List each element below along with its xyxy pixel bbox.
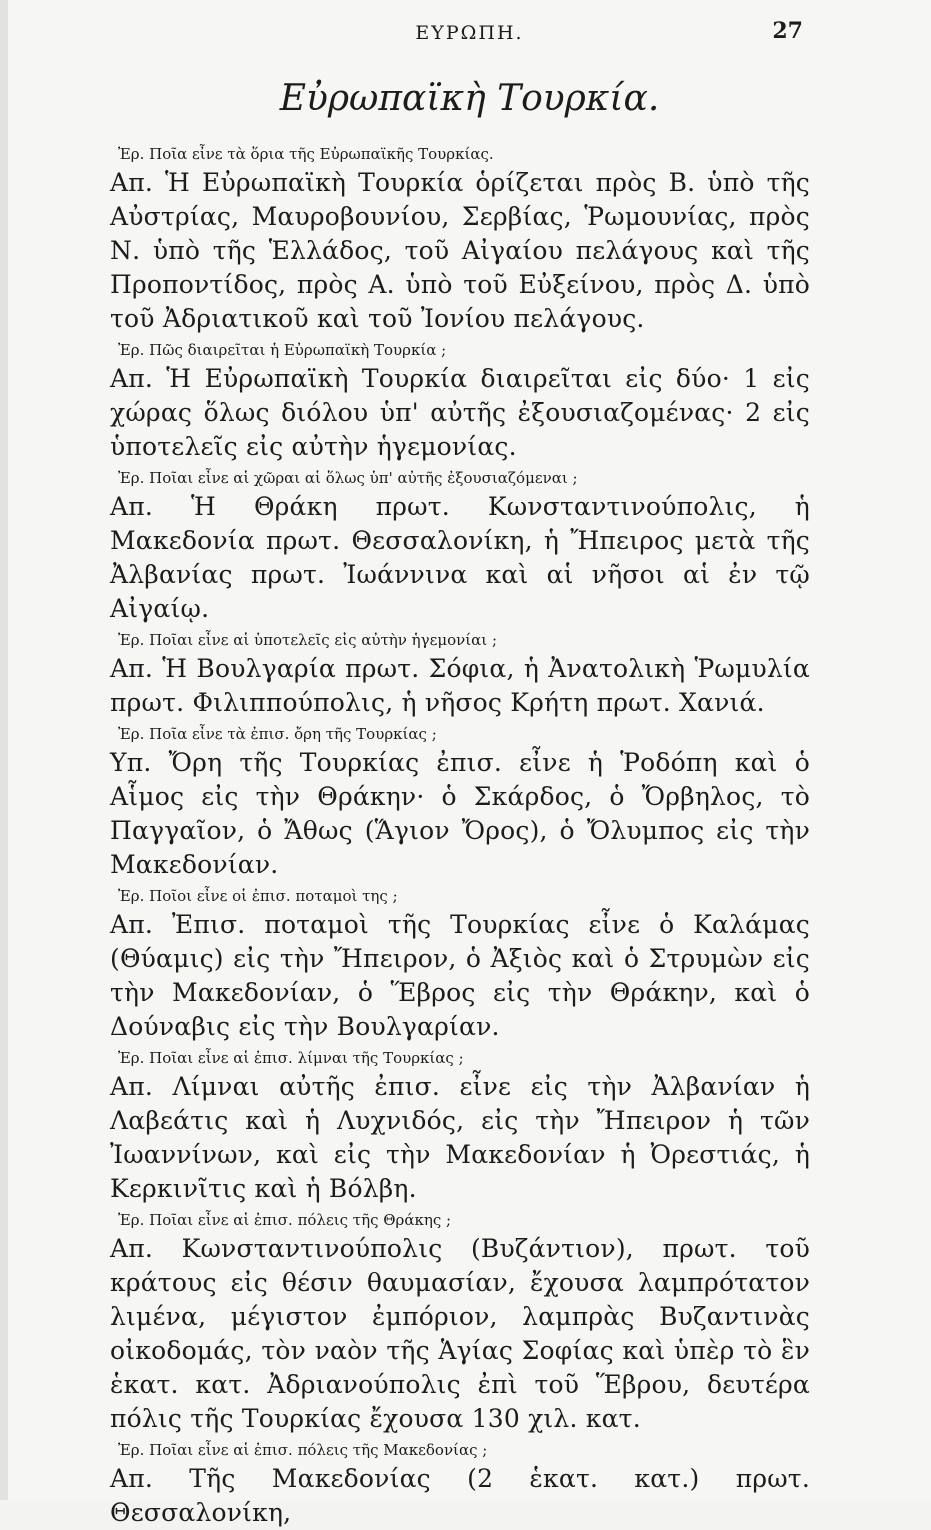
answer: Απ. Λίμναι αὐτῆς ἐπισ. εἶνε εἰς τὴν Ἀλβανίαν ἡ Λαβεάτις καὶ ἡ Λυχνιδός, εἰς τὴν Ἤπειρον ἡ τῶν Ἰωαννίνων, καὶ εἰς τὴν Μακεδονίαν ἡ Ὀρεστιάς, ἡ Κερκινῖτις καὶ ἡ Βόλβη.	[110, 1072, 810, 1203]
question: Ἐρ. Ποῖα εἶνε τὰ ἐπισ. ὄρη τῆς Τουρκίας ;	[118, 725, 437, 743]
question: Ἐρ. Ποῖαι εἶνε αἱ ἐπισ. πόλεις τῆς Μακεδονίας ;	[118, 1441, 488, 1459]
answer: Απ. Ἡ Θράκη πρωτ. Κωνσταντινούπολις, ἡ Μακεδονία πρωτ. Θεσσαλονίκη, ἡ Ἤπειρος μετὰ τῆς Ἀλβανίας πρωτ. Ἰωάννινα καὶ αἱ νῆσοι αἱ ἐν τῷ Αἰγαίῳ.	[110, 492, 810, 623]
answer: Απ. Ἡ Εὐρωπαϊκὴ Τουρκία ὁρίζεται πρὸς Β. ὑπὸ τῆς Αὐστρίας, Μαυροβουνίου, Σερβίας, Ῥωμουνίας, πρὸς Ν. ὑπὸ τῆς Ἑλλάδος, τοῦ Αἰγαίου πελάγους καὶ τῆς Προποντίδος, πρὸς Α. ὑπὸ τοῦ Εὐξείνου, πρὸς Δ. ὑπὸ τοῦ Ἀδριατικοῦ καὶ τοῦ Ἰονίου πελάγους.	[110, 168, 810, 333]
question: Ἐρ. Ποῖοι εἶνε οἱ ἐπισ. ποταμοὶ της ;	[118, 887, 398, 905]
page-number: 27	[772, 18, 803, 44]
question: Ἐρ. Ποῖαι εἶνε αἱ ὑποτελεῖς εἰς αὐτὴν ἡγεμονίαι ;	[118, 631, 497, 649]
qa-body	[110, 140, 810, 1530]
question: Ἐρ. Πῶς διαιρεῖται ἡ Εὐρωπαϊκὴ Τουρκία ;	[118, 341, 447, 359]
question: Ἐρ. Ποῖαι εἶνε αἱ ἐπισ. πόλεις τῆς Θράκης ;	[118, 1211, 452, 1229]
answer: Απ. Τῆς Μακεδονίας (2 ἑκατ. κατ.) πρωτ. Θεσσαλονίκη,	[110, 1464, 810, 1527]
question: Ἐρ. Ποῖα εἶνε τὰ ὅρια τῆς Εὐρωπαϊκῆς Τουρκίας.	[118, 145, 494, 163]
answer: Απ. Ἡ Εὐρωπαϊκὴ Τουρκία διαιρεῖται εἰς δύο· 1 εἰς χώρας ὅλως διόλου ὑπ' αὐτῆς ἐξουσιαζομένας· 2 εἰς ὑποτελεῖς εἰς αὐτὴν ἡγεμονίας.	[110, 364, 810, 461]
question: Ἐρ. Ποῖαι εἶνε αἱ ἐπισ. λίμναι τῆς Τουρκίας ;	[118, 1049, 464, 1067]
answer: Υπ. Ὄρη τῆς Τουρκίας ἐπισ. εἶνε ἡ Ῥοδόπη καὶ ὁ Αἷμος εἰς τὴν Θράκην· ὁ Σκάρδος, ὁ Ὄρβηλος, τὸ Παγγαῖον, ὁ Ἄθως (Ἅγιον Ὄρος), ὁ Ὄλυμπος εἰς τὴν Μακεδονίαν.	[110, 748, 810, 879]
answer: Απ. Ἡ Βουλγαρία πρωτ. Σόφια, ἡ Ἀνατολικὴ Ῥωμυλία πρωτ. Φιλιππούπολις, ἡ νῆσος Κρήτη πρωτ. Χανιά.	[110, 654, 810, 717]
section-title: Εὐρωπαϊκὴ Τουρκία.	[279, 78, 660, 119]
running-head: ΕΥΡΩΠΗ.	[415, 22, 524, 44]
question: Ἐρ. Ποῖαι εἶνε αἱ χῶραι αἱ ὅλως ὑπ' αὐτῆς ἐξουσιαζόμεναι ;	[118, 469, 578, 487]
answer: Απ. Ἐπισ. ποταμοὶ τῆς Τουρκίας εἶνε ὁ Καλάμας (Θύαμις) εἰς τὴν Ἤπειρον, ὁ Ἀξιὸς καὶ ὁ Στρυμὼν εἰς τὴν Μακεδονίαν, ὁ Ἕβρος εἰς τὴν Θράκην, καὶ ὁ Δούναβις εἰς τὴν Βουλγαρίαν.	[110, 910, 810, 1041]
answer: Απ. Κωνσταντινούπολις (Βυζάντιον), πρωτ. τοῦ κράτους εἰς θέσιν θαυμασίαν, ἔχουσα λαμπρότατον λιμένα, μέγιστον ἐμπόριον, λαμπρὰς Βυζαντινὰς οἰκοδομάς, τὸν ναὸν τῆς Ἁγίας Σοφίας καὶ ὑπὲρ τὸ ἓν ἑκατ. κατ. Ἀδριανούπολις ἐπὶ τοῦ Ἕβρου, δευτέρα πόλις τῆς Τουρκίας ἔχουσα 130 χιλ. κατ.	[110, 1234, 810, 1433]
